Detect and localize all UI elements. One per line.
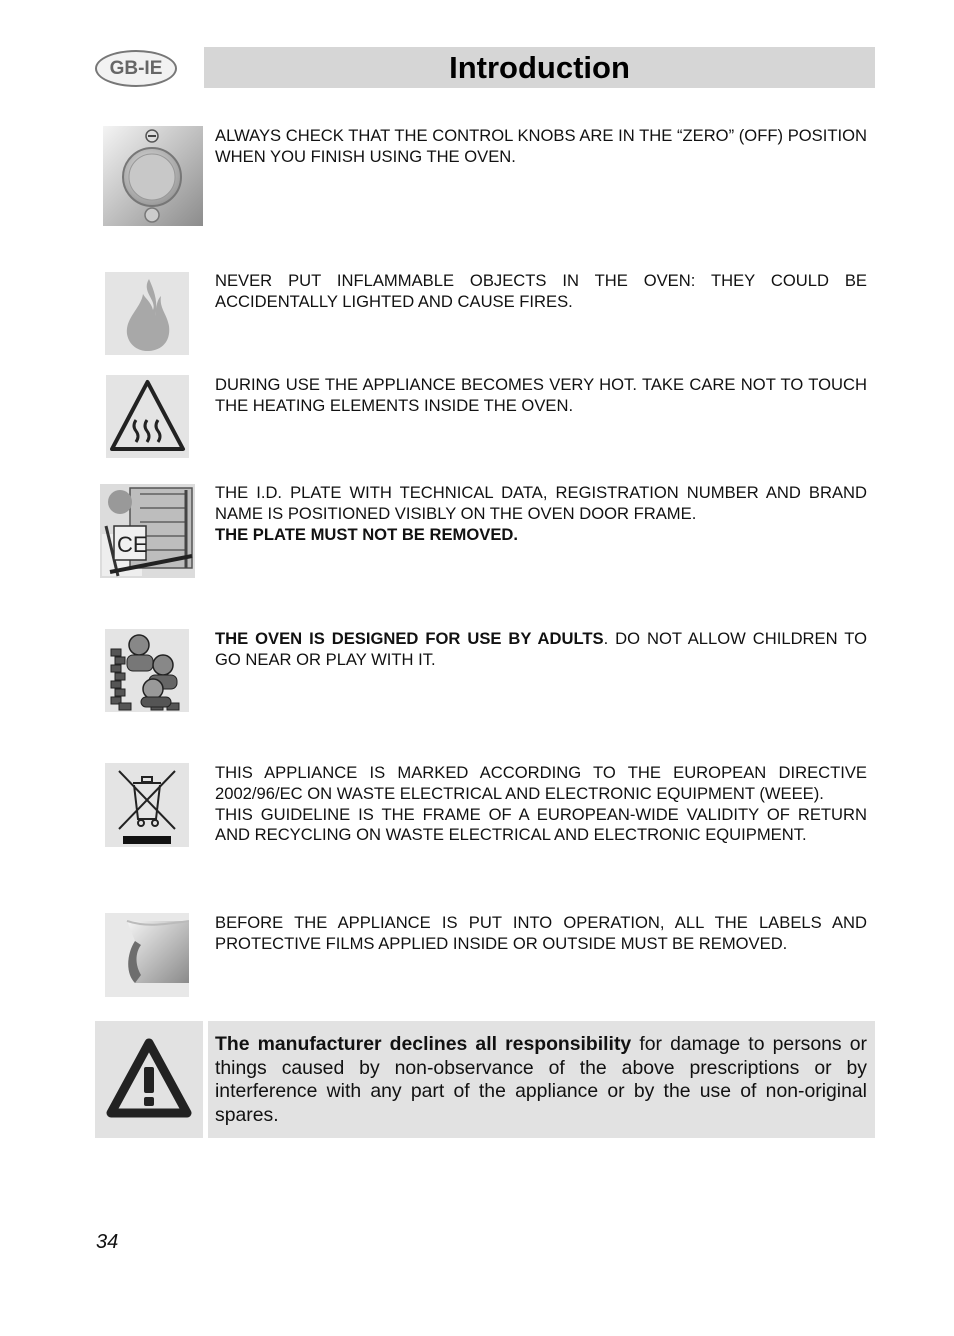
item-text: BEFORE THE APPLIANCE IS PUT INTO OPERATION, ALL THE LABELS AND PROTECTIVE FILMS APPLIED INSIDE OR OUTSIDE MUST BE REMOVED. [215,913,867,953]
knob-instruction-text [215,126,867,168]
item-text: DURING USE THE APPLIANCE BECOMES VERY HOT. TAKE CARE NOT TO TOUCH THE HEATING ELEMENTS INSIDE THE OVEN. [215,375,867,415]
weee-crossed-bin-icon [105,763,189,847]
item-bold-warning: THE PLATE MUST NOT BE REMOVED. [215,524,518,544]
hot-surface-warning-icon [106,375,189,458]
children-instruction-text [215,629,867,671]
ce-plate-icon [100,484,195,578]
item-text: NEVER PUT INFLAMMABLE OBJECTS IN THE OVEN: THEY COULD BE ACCIDENTALLY LIGHTED AND CAUSE FIRES. [215,271,867,311]
item-text: THIS APPLIANCE IS MARKED ACCORDING TO THE EUROPEAN DIRECTIVE 2002/96/EC ON WASTE ELECTRICAL AND ELECTRONIC EQUIPMENT (WEEE). [215,763,867,803]
control-knob-icon [103,126,203,226]
notice-body: for damage to persons or things caused by non-observance of the above prescriptions or by interference with any part of the appliance or by the use of non-original spares. [215,1033,867,1126]
id-plate-instruction-text [215,483,867,545]
item-text-2: THIS GUIDELINE IS THE FRAME OF A EUROPEAN-WIDE VALIDITY OF RETURN AND RECYCLING ON WASTE ELECTRICAL AND ELECTRONIC EQUIPMENT. [215,804,867,845]
item-bold-prefix: THE OVEN IS DESIGNED FOR USE BY ADULTS [215,629,604,648]
flame-icon [105,272,189,355]
page-title: Introduction [204,47,875,88]
hot-surface-instruction-text [215,375,867,417]
protective-film-instruction-text [215,913,867,955]
item-text: THE I.D. PLATE WITH TECHNICAL DATA, REGISTRATION NUMBER AND BRAND NAME IS POSITIONED VISIBLY ON THE OVEN DOOR FRAME. [215,483,867,523]
flame-instruction-text [215,271,867,313]
item-text: ALWAYS CHECK THAT THE CONTROL KNOBS ARE IN THE “ZERO” (OFF) POSITION WHEN YOU FINISH USING THE OVEN. [215,126,867,166]
warning-triangle-icon [103,1031,195,1125]
weee-instruction-text [215,763,867,846]
svg-text:CE: CE [117,532,148,557]
language-badge: GB-IE [95,50,177,87]
page-number: 34 [96,1231,119,1253]
item-text: . DO NOT ALLOW CHILDREN TO GO NEAR OR PLAY WITH IT. [215,629,867,669]
notice-bold-prefix: The manufacturer declines all responsibility [215,1033,632,1055]
protective-film-icon [105,913,189,997]
notice-text [215,1033,867,1127]
children-icon [105,629,189,712]
liability-notice [95,1021,875,1138]
